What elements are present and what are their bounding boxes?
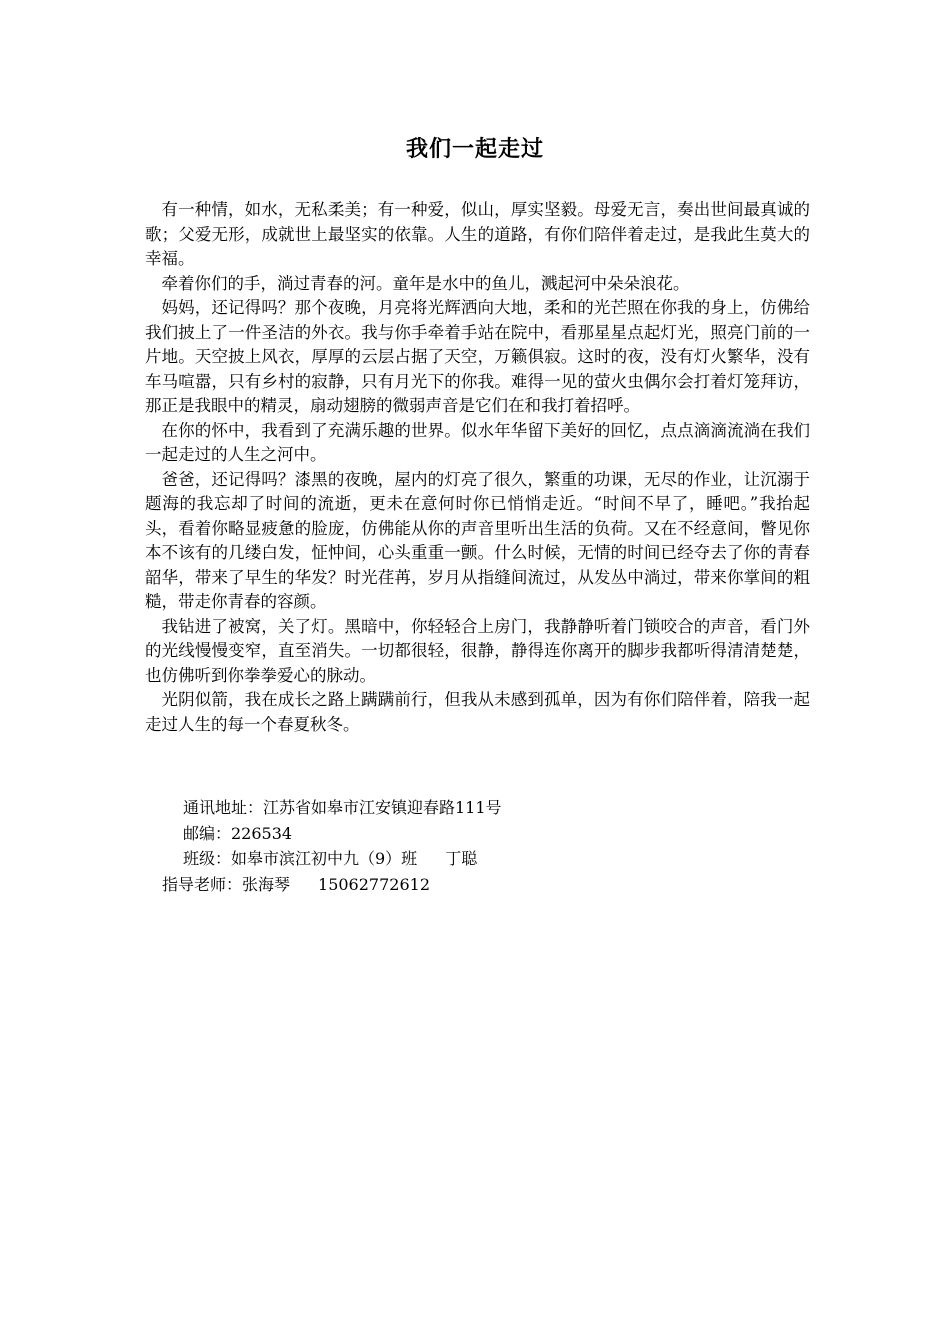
paragraph-6: 我钻进了被窝，关了灯。黑暗中，你轻轻合上房门，我静静听着门锁咬合的声音，看门外的光线慢慢变窄，直至消失。一切都很轻，很静，静得连你离开的脚步我都听得清清楚楚，也仿佛听到你拳拳爱心的脉动。 [145, 616, 810, 685]
essay-body [145, 198, 810, 737]
teacher-name: 指导老师：张海琴 [162, 874, 291, 894]
paragraph-5: 爸爸，还记得吗？漆黑的夜晚，屋内的灯亮了很久，繁重的功课，无尽的作业，让沉溺于题海的我忘却了时间的流逝，更未在意何时你已悄悄走近。“时间不早了，睡吧。”我抬起头，看着你略显疲惫的脸庞，仿佛能从你的声音里听出生活的负荷。又在不经意间，瞥见你本不该有的几缕白发，怔忡间，心头重重一颤。什么时候，无情的时间已经夺去了你的青春韶华，带来了早生的华发？时光荏苒，岁月从指缝间流过，从发丛中淌过，带来你掌间的粗糙，带走你青春的容颜。 [145, 469, 810, 611]
teacher-line [145, 872, 810, 898]
paragraph-4: 在你的怀中，我看到了充满乐趣的世界。似水年华留下美好的回忆，点点滴滴流淌在我们一起走过的人生之河中。 [145, 420, 810, 464]
paragraph-3: 妈妈，还记得吗？那个夜晚，月亮将光辉洒向大地，柔和的光芒照在你我的身上，仿佛给我们披上了一件圣洁的外衣。我与你手牵着手站在院中，看那星星点起灯光，照亮门前的一片地。天空披上风衣，厚厚的云层占据了天空，万籁俱寂。这时的夜，没有灯火繁华，没有车马喧嚣，只有乡村的寂静，只有月光下的你我。难得一见的萤火虫偶尔会打着灯笼拜访，那正是我眼中的精灵，扇动翅膀的微弱声音是它们在和我打着招呼。 [145, 298, 810, 415]
address-line: 通讯地址：江苏省如皋市江安镇迎春路111号 [183, 798, 502, 817]
author-info [145, 795, 810, 897]
class-line [145, 846, 810, 872]
class-info: 班级：如皋市滨江初中九（9）班 [183, 849, 418, 868]
paragraph-2: 牵着你们的手，淌过青春的河。童年是水中的鱼儿，溅起河中朵朵浪花。 [161, 273, 690, 293]
author-name: 丁聪 [445, 849, 478, 868]
paragraph-1: 有一种情，如水，无私柔美；有一种爱，似山，厚实坚毅。母爱无言，奏出世间最真诚的歌；父爱无形，成就世上最坚实的依靠。人生的道路，有你们陪伴着走过，是我此生莫大的幸福。 [145, 200, 810, 268]
teacher-phone: 15062772612 [318, 874, 430, 894]
document-title: 我们一起走过 [405, 136, 544, 162]
paragraph-7: 光阴似箭，我在成长之路上蹒蹒前行，但我从未感到孤单，因为有你们陪伴着，陪我一起走过人生的每一个春夏秋冬。 [145, 690, 810, 734]
postcode-line: 邮编：226534 [183, 823, 293, 843]
